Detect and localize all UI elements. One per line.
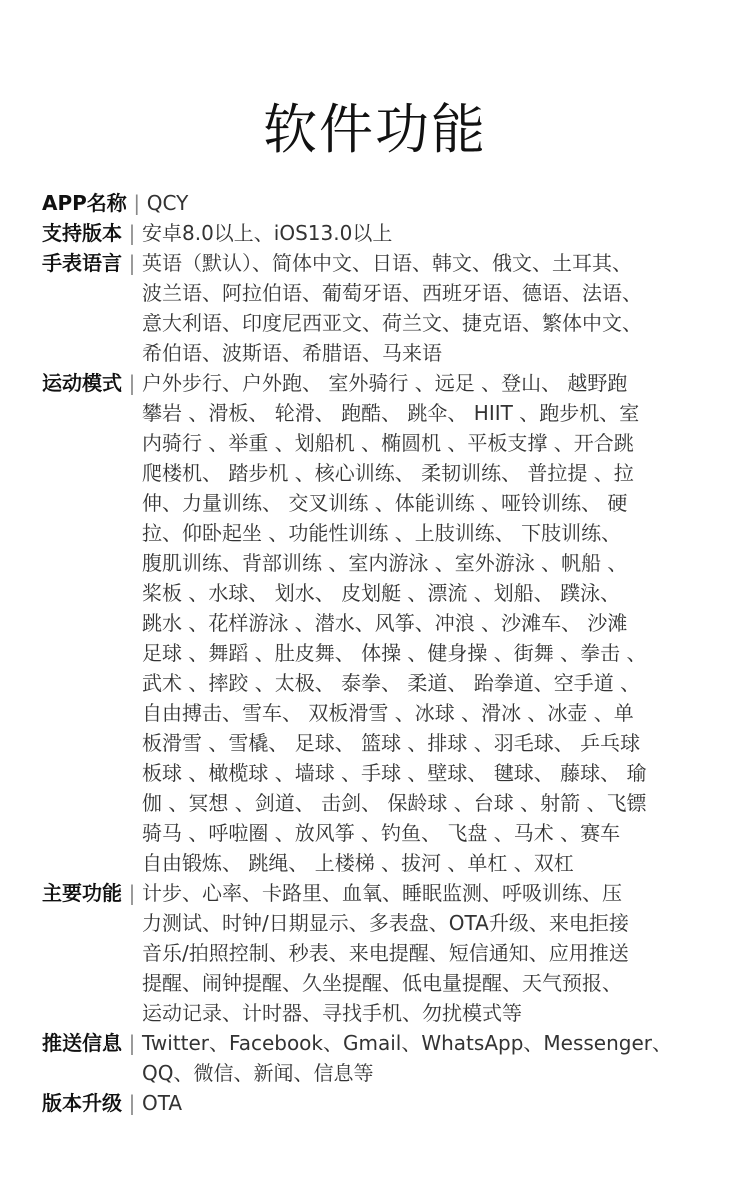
- spec-value-line: Twitter、Facebook、Gmail、WhatsApp、Messenger、: [142, 1031, 672, 1055]
- spec-value-line: 拉、仰卧起坐 、功能性训练 、上肢训练、 下肢训练、: [142, 521, 622, 545]
- spec-value-line: 计步、心率、卡路里、血氧、睡眠监测、呼吸训练、压: [142, 881, 622, 905]
- spec-value-line: 跳水 、花样游泳 、潜水、风筝、冲浪 、沙滩车、 沙滩: [142, 611, 628, 635]
- spec-value-line: 自由搏击、雪车、 双板滑雪 、冰球 、滑冰 、冰壶 、单: [142, 701, 634, 725]
- spec-value-line: OTA: [142, 1091, 183, 1115]
- spec-value-line: 力测试、时钟/日期显示、多表盘、OTA升级、来电拒接: [142, 911, 629, 935]
- spec-value-line: 腹肌训练、背部训练 、室内游泳 、室外游泳 、帆船 、: [142, 551, 628, 575]
- spec-value-line: 板滑雪 、雪橇、 足球、 篮球 、排球 、羽毛球、 乒乓球: [142, 731, 641, 755]
- spec-label: 版本升级: [42, 1091, 122, 1115]
- spec-row-app-name: [42, 188, 722, 218]
- spec-separator: |: [128, 371, 136, 395]
- spec-value-line: 内骑行 、举重 、划船机 、椭圆机 、平板支撑 、开合跳: [142, 431, 634, 455]
- spec-value-line: QCY: [146, 191, 189, 215]
- spec-value-line: 攀岩 、滑板、 轮滑、 跑酷、 跳伞、 HIIT 、跑步机、室: [142, 401, 640, 425]
- spec-row-watch-language: [42, 248, 722, 368]
- spec-value-line: 板球 、橄榄球 、墙球 、手球 、壁球、 毽球、 藤球、 瑜: [142, 761, 647, 785]
- spec-label: 支持版本: [42, 221, 122, 245]
- spec-value-line: 英语（默认）、简体中文、日语、韩文、俄文、土耳其、: [142, 251, 632, 275]
- spec-value-line: 提醒、闹钟提醒、久坐提醒、低电量提醒、天气预报、: [142, 971, 622, 995]
- spec-value: [142, 1088, 722, 1118]
- spec-row-push-notifications: [42, 1028, 722, 1088]
- spec-value-line: 爬楼机、 踏步机 、核心训练、 柔韧训练、 普拉提 、拉: [142, 461, 634, 485]
- spec-value-line: 骑马 、呼啦圈 、放风筝 、钓鱼、 飞盘 、马术 、赛车: [142, 821, 621, 845]
- spec-value-line: 波兰语、阿拉伯语、葡萄牙语、西班牙语、德语、法语、: [142, 281, 642, 305]
- spec-separator: |: [128, 221, 136, 245]
- spec-value-line: 安卓8.0以上、iOS13.0以上: [142, 221, 393, 245]
- spec-value-line: 意大利语、印度尼西亚文、荷兰文、捷克语、繁体中文、: [142, 311, 642, 335]
- spec-value-line: 音乐/拍照控制、秒表、来电提醒、短信通知、应用推送: [142, 941, 629, 965]
- spec-separator: |: [128, 881, 136, 905]
- spec-value: [142, 878, 722, 1028]
- spec-label: 主要功能: [42, 881, 122, 905]
- spec-label: 手表语言: [42, 251, 122, 275]
- spec-value-line: 希伯语、波斯语、希腊语、马来语: [142, 341, 442, 365]
- spec-value-line: 伽 、冥想 、剑道、 击剑、 保龄球 、台球 、射箭 、飞镖: [142, 791, 647, 815]
- spec-value-line: 伸、力量训练、 交叉训练 、体能训练 、哑铃训练、 硬: [142, 491, 628, 515]
- spec-value: [142, 368, 722, 878]
- spec-label: APP名称: [42, 191, 127, 215]
- spec-value-line: 武术 、摔跤 、太极、 泰拳、 柔道、 跆拳道、空手道 、: [142, 671, 641, 695]
- spec-value: [147, 188, 722, 218]
- spec-value-line: QQ、微信、新闻、信息等: [142, 1061, 374, 1085]
- spec-value-line: 自由锻炼、 跳绳、 上楼梯 、拔河 、单杠 、双杠: [142, 851, 574, 875]
- spec-label: 推送信息: [42, 1031, 122, 1055]
- spec-row-sport-modes: [42, 368, 722, 878]
- spec-value: [142, 218, 722, 248]
- spec-separator: |: [133, 191, 141, 215]
- spec-value-line: 运动记录、计时器、寻找手机、勿扰模式等: [142, 1001, 522, 1025]
- spec-row-version-upgrade: [42, 1088, 722, 1118]
- spec-value-line: 足球 、舞蹈 、肚皮舞、 体操 、健身操 、街舞 、拳击 、: [142, 641, 647, 665]
- spec-separator: |: [128, 1091, 136, 1115]
- spec-row-main-features: [42, 878, 722, 1028]
- spec-separator: |: [128, 1031, 136, 1055]
- spec-value-line: 户外步行、户外跑、 室外骑行 、远足 、登山、 越野跑: [142, 371, 628, 395]
- page-title: 软件功能: [263, 98, 487, 162]
- spec-value-line: 桨板 、水球、 划水、 皮划艇 、漂流 、划船、 蹼泳、: [142, 581, 621, 605]
- spec-label: 运动模式: [42, 371, 122, 395]
- spec-value: [142, 248, 722, 368]
- spec-value: [142, 1028, 722, 1088]
- spec-separator: |: [128, 251, 136, 275]
- spec-row-supported-version: [42, 218, 722, 248]
- spec-list: [42, 188, 722, 1118]
